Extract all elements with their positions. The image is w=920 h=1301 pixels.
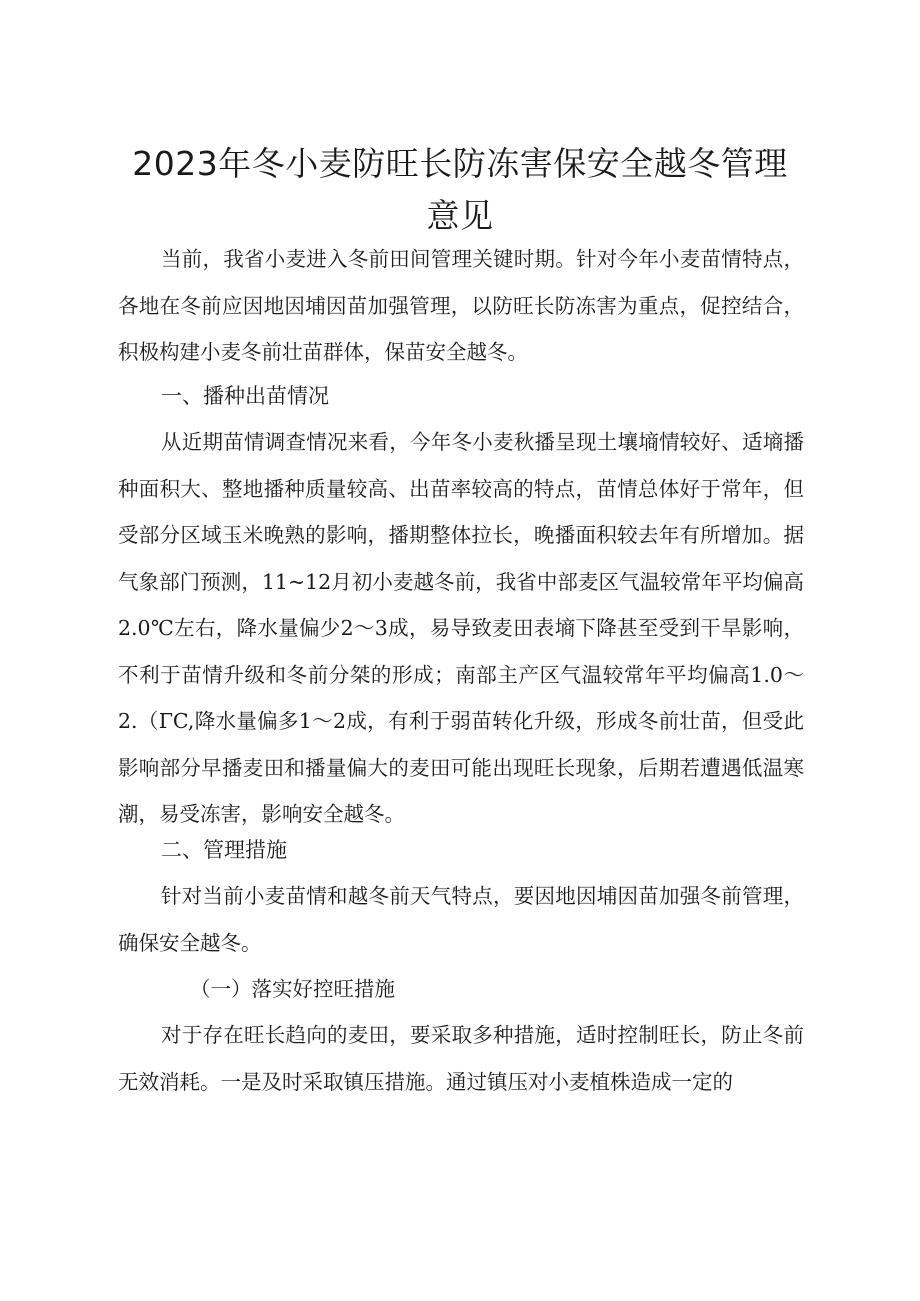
section-2-paragraph: 针对当前小麦苗情和越冬前天气特点，要因地因埔因苗加强冬前管理，确保安全越冬。 [118, 884, 804, 955]
section-1-paragraph: 从近期苗情调查情况来看，今年冬小麦秋播呈现土壤墒情较好、适墒播种面积大、整地播种质量较高、出苗率较高的特点，苗情总体好于常年，但受部分区域玉米晚熟的影响，播期整体拉长，晚播面积较去年有所增加。据气象部门预测，11~12月初小麦越冬前，我省中部麦区气温较常年平均偏高2.0℃左右，降水量偏少2～3成，易导致麦田表墒下降甚至受到干旱影响，不利于苗情升级和冬前分桀的形成；南部主产区气温较常年平均偏高1.0～2.（ΓC,降水量偏多1～2成，有利于弱苗转化升级，形成冬前壮苗，但受此影响部分早播麦田和播量偏大的麦田可能出现旺长现象，后期若遭遇低温寒潮，易受冻害，影响安全越冬。 [118, 430, 804, 826]
section-1-heading: 一、播种出苗情况 [161, 384, 329, 408]
subsection-1-heading: （一）落实好控旺措施 [190, 977, 395, 1001]
title-line-2: 意见 [426, 196, 494, 235]
section-2-heading: 二、管理措施 [161, 838, 287, 862]
intro-paragraph: 当前，我省小麦进入冬前田间管理关键时期。针对今年小麦苗情特点，各地在冬前应因地因埔因苗加强管理，以防旺长防冻害为重点，促控结合，积极构建小麦冬前壮苗群体，保苗安全越冬。 [118, 247, 804, 364]
subsection-1-paragraph: 对于存在旺长趋向的麦田，要采取多种措施，适时控制旺长，防止冬前无效消耗。一是及时采取镇压措施。通过镇压对小麦植株造成一定的 [118, 1023, 804, 1094]
title-line-1: 2023年冬小麦防旺长防冻害保安全越冬管理 [132, 144, 788, 183]
document-title [100, 138, 820, 242]
